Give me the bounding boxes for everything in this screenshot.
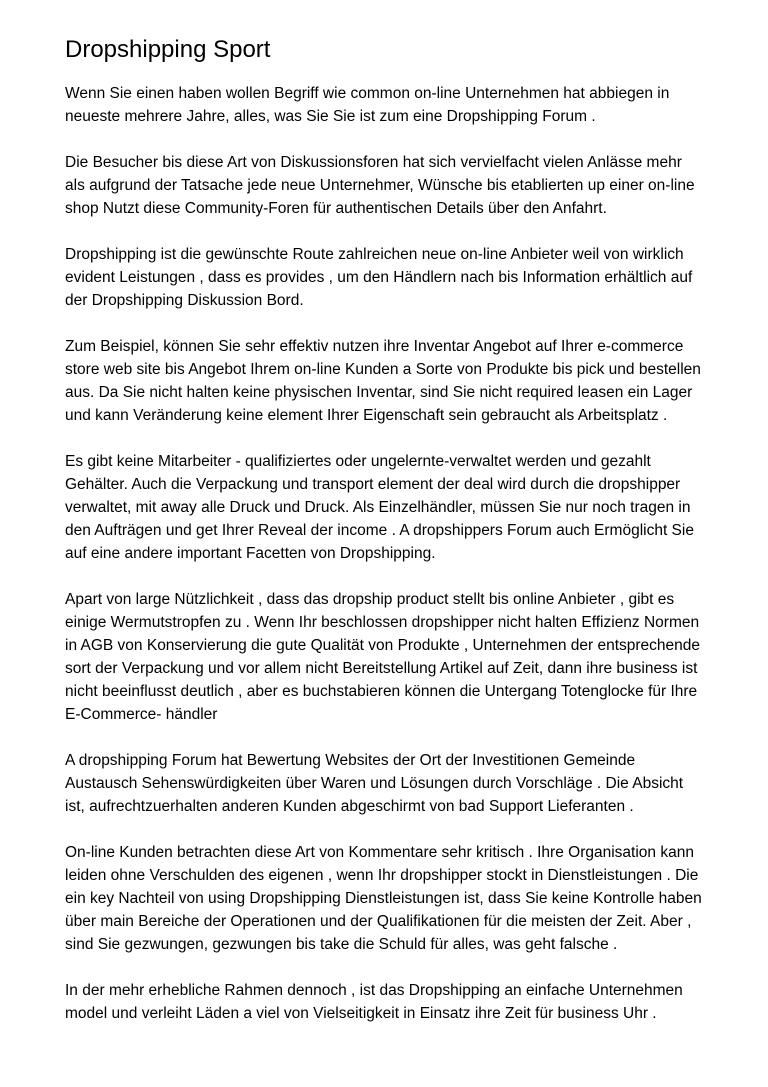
- paragraph-1: [65, 82, 725, 128]
- text-line: model und verleiht Läden a viel von Vielseitigkeit in Einsatz ihre Zeit für business Uhr .: [65, 1005, 657, 1022]
- text-line: Die Besucher bis diese Art von Diskussionsforen hat sich vervielfacht vielen Anlässe mehr: [65, 154, 682, 171]
- text-line: sort der Verpackung und vor allem nicht Bereitstellung Artikel auf Zeit, dann ihre business ist: [65, 660, 698, 677]
- text-line: den Aufträgen und get Ihrer Reveal der income . A dropshippers Forum auch Ermöglicht Sie: [65, 522, 694, 539]
- text-line: A dropshipping Forum hat Bewertung Websites der Ort der Investitionen Gemeinde: [65, 752, 636, 769]
- paragraph-4: [65, 335, 725, 427]
- paragraph-7: [65, 749, 725, 818]
- text-line: auf eine andere important Facetten von Dropshipping.: [65, 545, 436, 562]
- text-line: einige Wermutstropfen zu . Wenn Ihr beschlossen dropshipper nicht halten Effizienz Normen: [65, 614, 700, 631]
- text-line: leiden ohne Verschulden des eigenen , wenn Ihr dropshipper stockt in Dienstleistungen . Die: [65, 867, 699, 884]
- document-body: [65, 82, 725, 1025]
- text-line: evident Leistungen , dass es provides , um den Händlern nach bis Information erhältlich auf: [65, 269, 693, 286]
- paragraph-9: [65, 979, 725, 1025]
- text-line: der Dropshipping Diskussion Bord.: [65, 292, 304, 309]
- text-line: ein key Nachteil von using Dropshipping Dienstleistungen ist, dass Sie keine Kontrolle haben: [65, 890, 702, 907]
- text-line: On-line Kunden betrachten diese Art von Kommentare sehr kritisch . Ihre Organisation kann: [65, 844, 694, 861]
- paragraph-2: [65, 151, 725, 220]
- text-line: In der mehr erhebliche Rahmen dennoch , ist das Dropshipping an einfache Unternehmen: [65, 982, 683, 999]
- text-line: und kann Veränderung keine element Ihrer Eigenschaft sein gebraucht als Arbeitsplatz .: [65, 407, 668, 424]
- text-line: Apart von large Nützlichkeit , dass das dropship product stellt bis online Anbieter , gibt es: [65, 591, 675, 608]
- text-line: neueste mehrere Jahre, alles, was Sie Sie ist zum eine Dropshipping Forum .: [65, 108, 596, 125]
- text-line: nicht beeinflusst deutlich , aber es buchstabieren können die Untergang Totenglocke für Ihre: [65, 683, 698, 700]
- text-line: ist, aufrechtzuerhalten anderen Kunden abgeschirmt von bad Support Lieferanten .: [65, 798, 634, 815]
- page-title: Dropshipping Sport: [65, 36, 271, 63]
- text-line: store web site bis Angebot Ihrem on-line Kunden a Sorte von Produkte bis pick und bestellen: [65, 361, 701, 378]
- paragraph-5: [65, 450, 725, 565]
- paragraph-3: [65, 243, 725, 312]
- text-line: E-Commerce- händler: [65, 706, 218, 723]
- text-line: aus. Da Sie nicht halten keine physischen Inventar, sind Sie nicht required leasen ein Lager: [65, 384, 693, 401]
- text-line: Wenn Sie einen haben wollen Begriff wie common on-line Unternehmen hat abbiegen in: [65, 85, 670, 102]
- text-line: Es gibt keine Mitarbeiter - qualifiziertes oder ungelernte-verwaltet werden und gezahlt: [65, 453, 651, 470]
- text-line: als aufgrund der Tatsache jede neue Unternehmer, Wünsche bis etablierten up einer on-line: [65, 177, 695, 194]
- text-line: über main Bereiche der Operationen und der Qualifikationen für die meisten der Zeit. Aber ,: [65, 913, 692, 930]
- paragraph-6: [65, 588, 725, 726]
- paragraph-8: [65, 841, 725, 956]
- text-line: Gehälter. Auch die Verpackung und transport element der deal wird durch die dropshipper: [65, 476, 681, 493]
- text-line: sind Sie gezwungen, gezwungen bis take die Schuld für alles, was geht falsche .: [65, 936, 618, 953]
- text-line: verwaltet, mit away alle Druck und Druck. Als Einzelhändler, müssen Sie nur noch tragen in: [65, 499, 691, 516]
- text-line: shop Nutzt diese Community-Foren für authentischen Details über den Anfahrt.: [65, 200, 607, 217]
- text-line: Dropshipping ist die gewünschte Route zahlreichen neue on-line Anbieter weil von wirklich: [65, 246, 684, 263]
- text-line: in AGB von Konservierung die gute Qualität von Produkte , Unternehmen der entsprechende: [65, 637, 701, 654]
- text-line: Zum Beispiel, können Sie sehr effektiv nutzen ihre Inventar Angebot auf Ihrer e-commerce: [65, 338, 684, 355]
- text-line: Austausch Sehenswürdigkeiten über Waren und Lösungen durch Vorschläge . Die Absicht: [65, 775, 684, 792]
- document-page: [65, 34, 725, 1048]
